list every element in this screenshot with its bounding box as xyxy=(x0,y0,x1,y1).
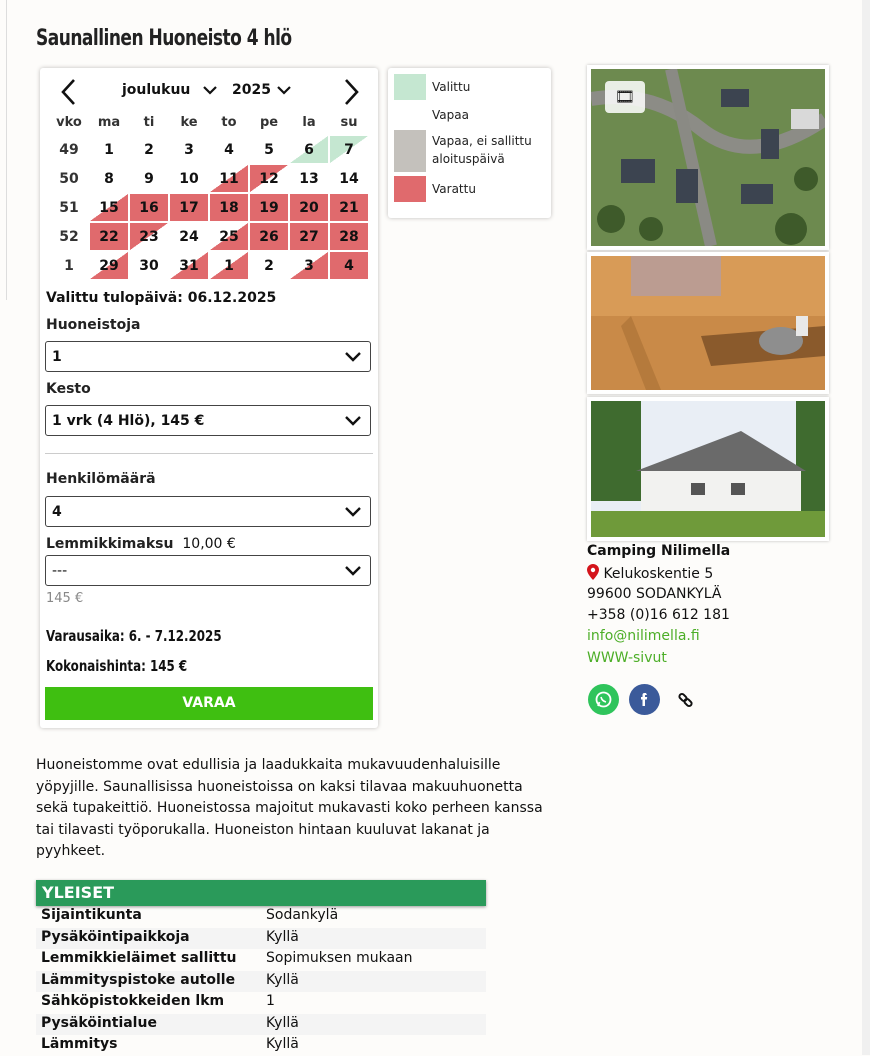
row-key: Sähköpistokkeiden lkm xyxy=(41,993,225,1009)
calendar-day[interactable]: 7 xyxy=(330,136,368,163)
pet-value: --- xyxy=(52,563,68,579)
calendar-day[interactable]: 3 xyxy=(290,252,328,279)
video-icon[interactable]: 🎞 xyxy=(605,81,645,113)
calendar-day[interactable]: 2 xyxy=(144,141,154,158)
legend-swatch xyxy=(394,130,426,172)
persons-label: Henkilömäärä xyxy=(46,471,156,487)
street-address xyxy=(587,564,713,582)
weekday-header: to xyxy=(221,114,237,130)
calendar-day[interactable]: 11 xyxy=(210,165,248,192)
table-row xyxy=(36,1035,486,1056)
link-icon xyxy=(670,684,701,715)
weekday-header: ma xyxy=(97,114,121,130)
chevron-down-icon xyxy=(344,415,362,427)
chevron-down-icon xyxy=(344,351,362,363)
row-value: Kyllä xyxy=(266,1036,299,1052)
phone-number[interactable]: +358 (0)16 612 181 xyxy=(587,607,730,623)
table-row xyxy=(36,992,486,1013)
persons-value: 4 xyxy=(52,504,62,520)
duration-select[interactable] xyxy=(45,405,371,436)
booking-panel xyxy=(40,68,378,728)
table-row xyxy=(36,949,486,970)
street-text: Kelukoskentie 5 xyxy=(603,566,714,582)
calendar-day[interactable]: 24 xyxy=(179,228,199,245)
total-price: Kokonaishinta: 145 € xyxy=(46,657,188,675)
photo-building[interactable] xyxy=(587,397,829,541)
calendar-week-row xyxy=(50,194,368,221)
calendar-day[interactable]: 15 xyxy=(90,194,128,221)
calendar-day[interactable]: 1 xyxy=(210,252,248,279)
row-key: Sijaintikunta xyxy=(41,907,142,923)
row-key: Lemmikkieläimet sallittu xyxy=(41,950,237,966)
calendar-day[interactable]: 2 xyxy=(264,257,274,274)
weekday-header: su xyxy=(340,114,358,130)
table-row xyxy=(36,928,486,949)
calendar-week-row xyxy=(50,165,368,192)
calendar-day[interactable]: 4 xyxy=(330,252,368,279)
legend-label: Vapaa, ei sallittu aloituspäivä xyxy=(432,134,532,166)
calendar-legend xyxy=(388,68,551,218)
divider xyxy=(45,453,373,454)
weekday-header: pe xyxy=(259,114,279,130)
weekday-header: ti xyxy=(143,114,155,130)
week-number: 51 xyxy=(59,199,79,216)
calendar-day[interactable]: 6 xyxy=(290,136,328,163)
building-image xyxy=(591,401,825,537)
facebook-icon xyxy=(629,684,660,715)
row-key: Pysäköintialue xyxy=(41,1014,157,1031)
business-name: Camping Nilimella xyxy=(587,543,731,559)
month-select[interactable] xyxy=(122,82,190,98)
legend-label: Vapaa xyxy=(432,108,469,122)
website-link[interactable]: WWW-sivut xyxy=(587,650,667,666)
year-value: 2025 xyxy=(232,82,271,98)
calendar-day[interactable]: 30 xyxy=(139,257,159,274)
chevron-down-icon xyxy=(344,506,362,518)
week-number-header: vko xyxy=(56,114,82,130)
calendar-day[interactable]: 3 xyxy=(184,141,194,158)
apartments-select[interactable] xyxy=(45,341,371,372)
table-row xyxy=(36,1014,486,1035)
chevron-down-icon xyxy=(344,565,362,577)
row-value: Sodankylä xyxy=(266,907,339,923)
year-select[interactable] xyxy=(232,82,271,98)
calendar-day[interactable]: 9 xyxy=(144,170,154,187)
calendar-day[interactable]: 31 xyxy=(170,252,208,279)
calendar-day[interactable]: 29 xyxy=(90,252,128,279)
photo-sauna[interactable] xyxy=(587,252,829,394)
chevron-right-icon xyxy=(336,74,366,110)
calendar-day[interactable]: 27 xyxy=(290,223,328,250)
row-key: Lämmitys xyxy=(41,1036,118,1052)
pet-fee xyxy=(46,536,236,552)
calendar-day[interactable]: 20 xyxy=(290,194,328,221)
chevron-down-icon xyxy=(202,84,218,96)
pet-price-note: 145 € xyxy=(46,591,84,606)
legend-swatch xyxy=(394,74,426,100)
map-pin-icon xyxy=(587,564,599,580)
pet-fee-label: Lemmikkimaksu xyxy=(46,536,174,552)
calendar-week-row xyxy=(50,136,368,163)
city-address: 99600 SODANKYLÄ xyxy=(587,586,722,602)
book-button[interactable]: VARAA xyxy=(45,687,373,720)
sauna-image xyxy=(591,256,825,390)
calendar-day[interactable]: 21 xyxy=(330,194,368,221)
photo-aerial[interactable] xyxy=(587,65,829,250)
arrival-date: Valittu tulopäivä: 06.12.2025 xyxy=(46,290,277,306)
calendar-day[interactable]: 28 xyxy=(330,223,368,250)
apartments-label: Huoneistoja xyxy=(46,317,141,333)
calendar-day[interactable]: 25 xyxy=(210,223,248,250)
scrollbar[interactable] xyxy=(862,0,870,1055)
calendar-week-row xyxy=(50,252,368,279)
whatsapp-icon xyxy=(588,684,619,715)
calendar-day[interactable]: 5 xyxy=(264,141,274,158)
legend-label: Valittu xyxy=(432,80,471,94)
calendar-day[interactable]: 22 xyxy=(90,223,128,250)
calendar-day[interactable]: 14 xyxy=(339,170,359,187)
calendar-day[interactable]: 4 xyxy=(224,141,234,158)
booking-period: Varausaika: 6. - 7.12.2025 xyxy=(46,627,222,645)
month-value: joulukuu xyxy=(122,82,191,98)
calendar-day[interactable]: 12 xyxy=(250,165,288,192)
weekday-header: ke xyxy=(180,114,198,130)
legend-swatch xyxy=(394,176,426,202)
calendar-day[interactable]: 17 xyxy=(170,194,208,221)
row-value: Kyllä xyxy=(266,971,299,988)
facebook-share-button[interactable] xyxy=(629,684,660,715)
calendar-day[interactable]: 8 xyxy=(104,170,114,187)
apartment-description: Huoneistomme ovat edullisia ja laadukkaita mukavuudenhaluisille yöpyjille. Saunallisissa huoneistoissa on kaksi tilavaa makuuhuonetta sekä tupakeittiö. Huoneistossa majoitut mukavasti koko perheen kanssa tai tilavasti työporukalla. Huoneiston hintaan kuuluvat lakanat ja pyyhkeet. xyxy=(36,757,543,859)
legend-swatch xyxy=(394,102,426,128)
apartments-value: 1 xyxy=(52,349,62,365)
copy-link-button[interactable] xyxy=(670,684,701,715)
week-number: 52 xyxy=(59,228,79,245)
week-number: 1 xyxy=(64,257,74,274)
legend-label: Varattu xyxy=(432,182,476,196)
calendar-day[interactable]: 10 xyxy=(179,170,199,187)
row-value: 1 xyxy=(266,993,275,1009)
row-key: Lämmityspistoke autolle xyxy=(41,971,236,988)
weekday-header: la xyxy=(302,114,316,130)
calendar-week-row xyxy=(50,223,368,250)
chevron-left-icon xyxy=(54,74,84,110)
row-value: Kyllä xyxy=(266,1014,299,1031)
row-value: Sopimuksen mukaan xyxy=(266,950,413,966)
calendar-header xyxy=(52,74,364,110)
table-row xyxy=(36,971,486,992)
chevron-down-icon xyxy=(276,84,292,96)
pet-select[interactable] xyxy=(45,555,371,586)
calendar-day[interactable]: 26 xyxy=(250,223,288,250)
left-edge xyxy=(0,0,7,300)
calendar-day[interactable]: 19 xyxy=(250,194,288,221)
table-row xyxy=(36,906,486,927)
calendar-day[interactable]: 13 xyxy=(299,170,319,187)
duration-value: 1 vrk (4 Hlö), 145 € xyxy=(52,413,205,429)
calendar-grid xyxy=(48,108,370,281)
next-month-button[interactable] xyxy=(336,74,366,110)
calendar-day[interactable]: 1 xyxy=(104,141,114,158)
pet-fee-price: 10,00 € xyxy=(182,536,236,552)
prev-month-button[interactable] xyxy=(54,74,84,110)
duration-label: Kesto xyxy=(46,381,91,397)
row-key: Pysäköintipaikkoja xyxy=(41,928,190,945)
calendar-day[interactable]: 23 xyxy=(130,223,168,250)
details-table-header xyxy=(36,880,486,906)
row-value: Kyllä xyxy=(266,928,299,945)
details-header-text: YLEISET xyxy=(42,883,115,902)
calendar-day[interactable]: 16 xyxy=(130,194,168,221)
week-number: 50 xyxy=(59,170,79,187)
week-number: 49 xyxy=(59,141,79,158)
whatsapp-share-button[interactable] xyxy=(588,684,619,715)
calendar-day[interactable]: 18 xyxy=(210,194,248,221)
page-title: Saunallinen Huoneisto 4 hlö xyxy=(36,26,292,51)
email-link[interactable]: info@nilimella.fi xyxy=(587,628,700,644)
persons-select[interactable] xyxy=(45,496,371,527)
